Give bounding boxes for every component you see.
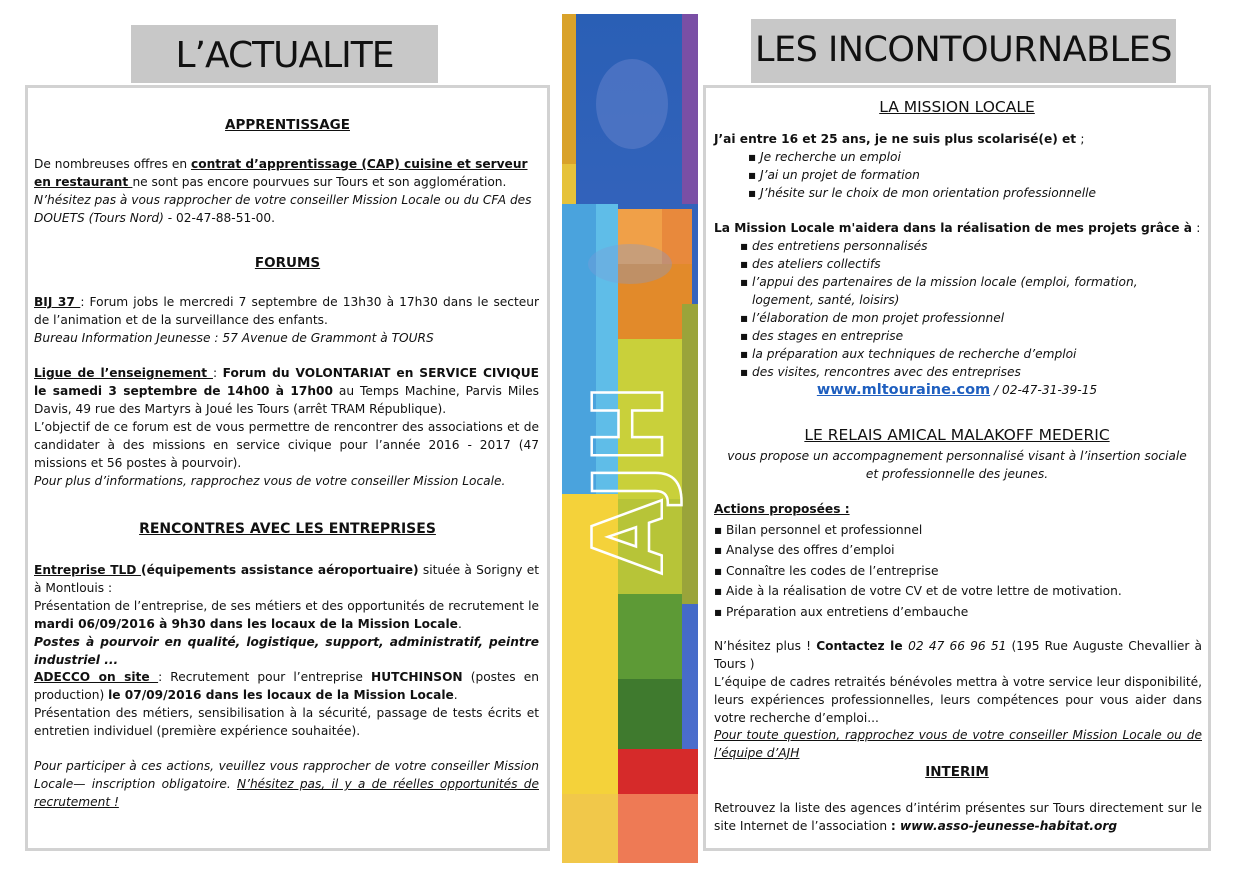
list-item: ▪ Aide à la réalisation de votre CV et de votre lettre de motivation. xyxy=(726,581,1196,601)
forums-title: FORUMS xyxy=(254,255,321,271)
actions-list xyxy=(726,520,1196,622)
right-header: LES INCONTOURNABLES xyxy=(751,19,1176,83)
participate-text: Pour participer à ces actions, veuillez vous rapprocher de votre conseiller Mission Locale— inscription obligatoire. N’hésitez pas, il y a de réelles opportunités de recrutement ! xyxy=(34,759,539,809)
ligue-text: Ligue de l’enseignement : Forum du VOLONTARIAT en SERVICE CIVIQUE le samedi 3 septembre de 14h00 à 17h00 au Temps Machine, Parvis Miles Davis, 49 rue des Martyrs à Joué les Tours (arrêt TRAM République). L’objectif de ce forum est de vous permettre de rencontrer des associations et de candidater à des missions en service civique pour l’année 2016 - 2017 (47 missions et 56 postes à pourvoir). Pour plus d’informations, rapprochez vous de votre conseiller Mission Locale. xyxy=(34,366,539,488)
list-item: ▪ J’ai un projet de formation xyxy=(760,166,1200,184)
mission-services-list xyxy=(752,237,1192,381)
left-header: L’ACTUALITE xyxy=(131,25,438,83)
bij-text: BIJ 37 : Forum jobs le mercredi 7 septembre de 13h30 à 17h30 dans le secteur de l’animation et de la surveillance des enfants. Bureau Information Jeunesse : 57 Avenue de Grammont à TOURS xyxy=(34,295,540,345)
interim-text: Retrouvez la liste des agences d’intérim présentes sur Tours directement sur le site Internet de l’association : www.asso-jeunesse-habitat.org xyxy=(714,801,1202,833)
list-item: ▪ des ateliers collectifs xyxy=(752,255,1192,273)
mission-intro: J’ai entre 16 et 25 ans, je ne suis plus scolarisé(e) et ; xyxy=(714,132,1085,146)
mission-needs-list xyxy=(760,148,1200,202)
apprentissage-title: APPRENTISSAGE xyxy=(225,117,350,133)
relais-contact: N’hésitez plus ! Contactez le 02 47 66 96 51 (195 Rue Auguste Chevallier à Tours ) L’équipe de cadres retraités bénévoles mettra à votre service leur disponibilité, leurs expériences professionnelles, leurs compétences pour vous aider dans votre recherche d’emploi... xyxy=(714,639,1202,725)
relais-question: Pour toute question, rapprochez vous de votre conseiller Mission Locale ou de l’équipe d’AJH xyxy=(714,728,1202,760)
ajh-logo-artwork xyxy=(562,14,698,863)
list-item: ▪ des visites, rencontres avec des entreprises xyxy=(752,363,1192,381)
relais-subtitle: vous propose un accompagnement personnalisé visant à l’insertion sociale et professionnelle des jeunes. xyxy=(727,449,1187,481)
actions-title: Actions proposées : xyxy=(714,502,850,516)
ajh-logo-strip xyxy=(562,14,698,863)
list-item: ▪ J’hésite sur le choix de mon orientation professionnelle xyxy=(760,184,1200,202)
mission-aide: La Mission Locale m'aidera dans la réalisation de mes projets grâce à : xyxy=(714,221,1201,235)
list-item: ▪ l’appui des partenaires de la mission locale (emploi, formation, logement, santé, loisirs) xyxy=(752,273,1192,309)
list-item: ▪ Je recherche un emploi xyxy=(760,148,1200,166)
list-item: ▪ l’élaboration de mon projet professionnel xyxy=(752,309,1192,327)
mission-contact: www.mltouraine.com / 02-47-31-39-15 xyxy=(816,382,1098,398)
adecco-text: ADECCO on site : Recrutement pour l’entreprise HUTCHINSON (postes en production) le 07/09/2016 dans les locaux de la Mission Locale. Présentation des métiers, sensibilisation à la sécurité, passage de tests écrits et entretien individuel (première expérience souhaitée). xyxy=(34,670,539,738)
interim-title: INTERIM xyxy=(925,764,989,780)
list-item: ▪ des stages en entreprise xyxy=(752,327,1192,345)
list-item: ▪ Bilan personnel et professionnel xyxy=(726,520,1196,540)
list-item: ▪ Préparation aux entretiens d’embauche xyxy=(726,602,1196,622)
apprentissage-text: De nombreuses offres en contrat d’apprentissage (CAP) cuisine et serveur en restaurant ne sont pas encore pourvues sur Tours et son agglomération. N’hésitez pas à vous rapprocher de votre conseiller Mission Locale ou du CFA des DOUETS (Tours Nord) - 02-47-88-51-00. xyxy=(34,157,532,225)
tld-text: Entreprise TLD (équipements assistance aéroportuaire) située à Sorigny et à Montlouis : Présentation de l’entreprise, de ses métiers et des opportunités de recrutement le mardi 06/09/2016 à 9h30 dans les locaux de la Mission Locale. Postes à pourvoir en qualité, logistique, support, administratif, peintre industriel ... xyxy=(34,563,539,667)
list-item: ▪ des entretiens personnalisés xyxy=(752,237,1192,255)
svg-text:AJH: AJH xyxy=(573,383,685,574)
list-item: ▪ Analyse des offres d’emploi xyxy=(726,540,1196,560)
rencontres-title: RENCONTRES AVEC LES ENTREPRISES xyxy=(139,521,436,537)
ajh-vertical-text xyxy=(573,384,685,574)
asso-website-link[interactable]: www.asso-jeunesse-habitat.org xyxy=(900,819,1118,833)
mltouraine-link[interactable]: www.mltouraine.com xyxy=(816,382,991,398)
list-item: ▪ la préparation aux techniques de recherche d’emploi xyxy=(752,345,1192,363)
actualite-panel xyxy=(25,85,550,851)
mission-locale-title: LA MISSION LOCALE xyxy=(879,98,1035,116)
incontournables-panel xyxy=(703,85,1211,851)
list-item: ▪ Connaître les codes de l’entreprise xyxy=(726,561,1196,581)
relais-title: LE RELAIS AMICAL MALAKOFF MEDERIC xyxy=(804,426,1110,444)
